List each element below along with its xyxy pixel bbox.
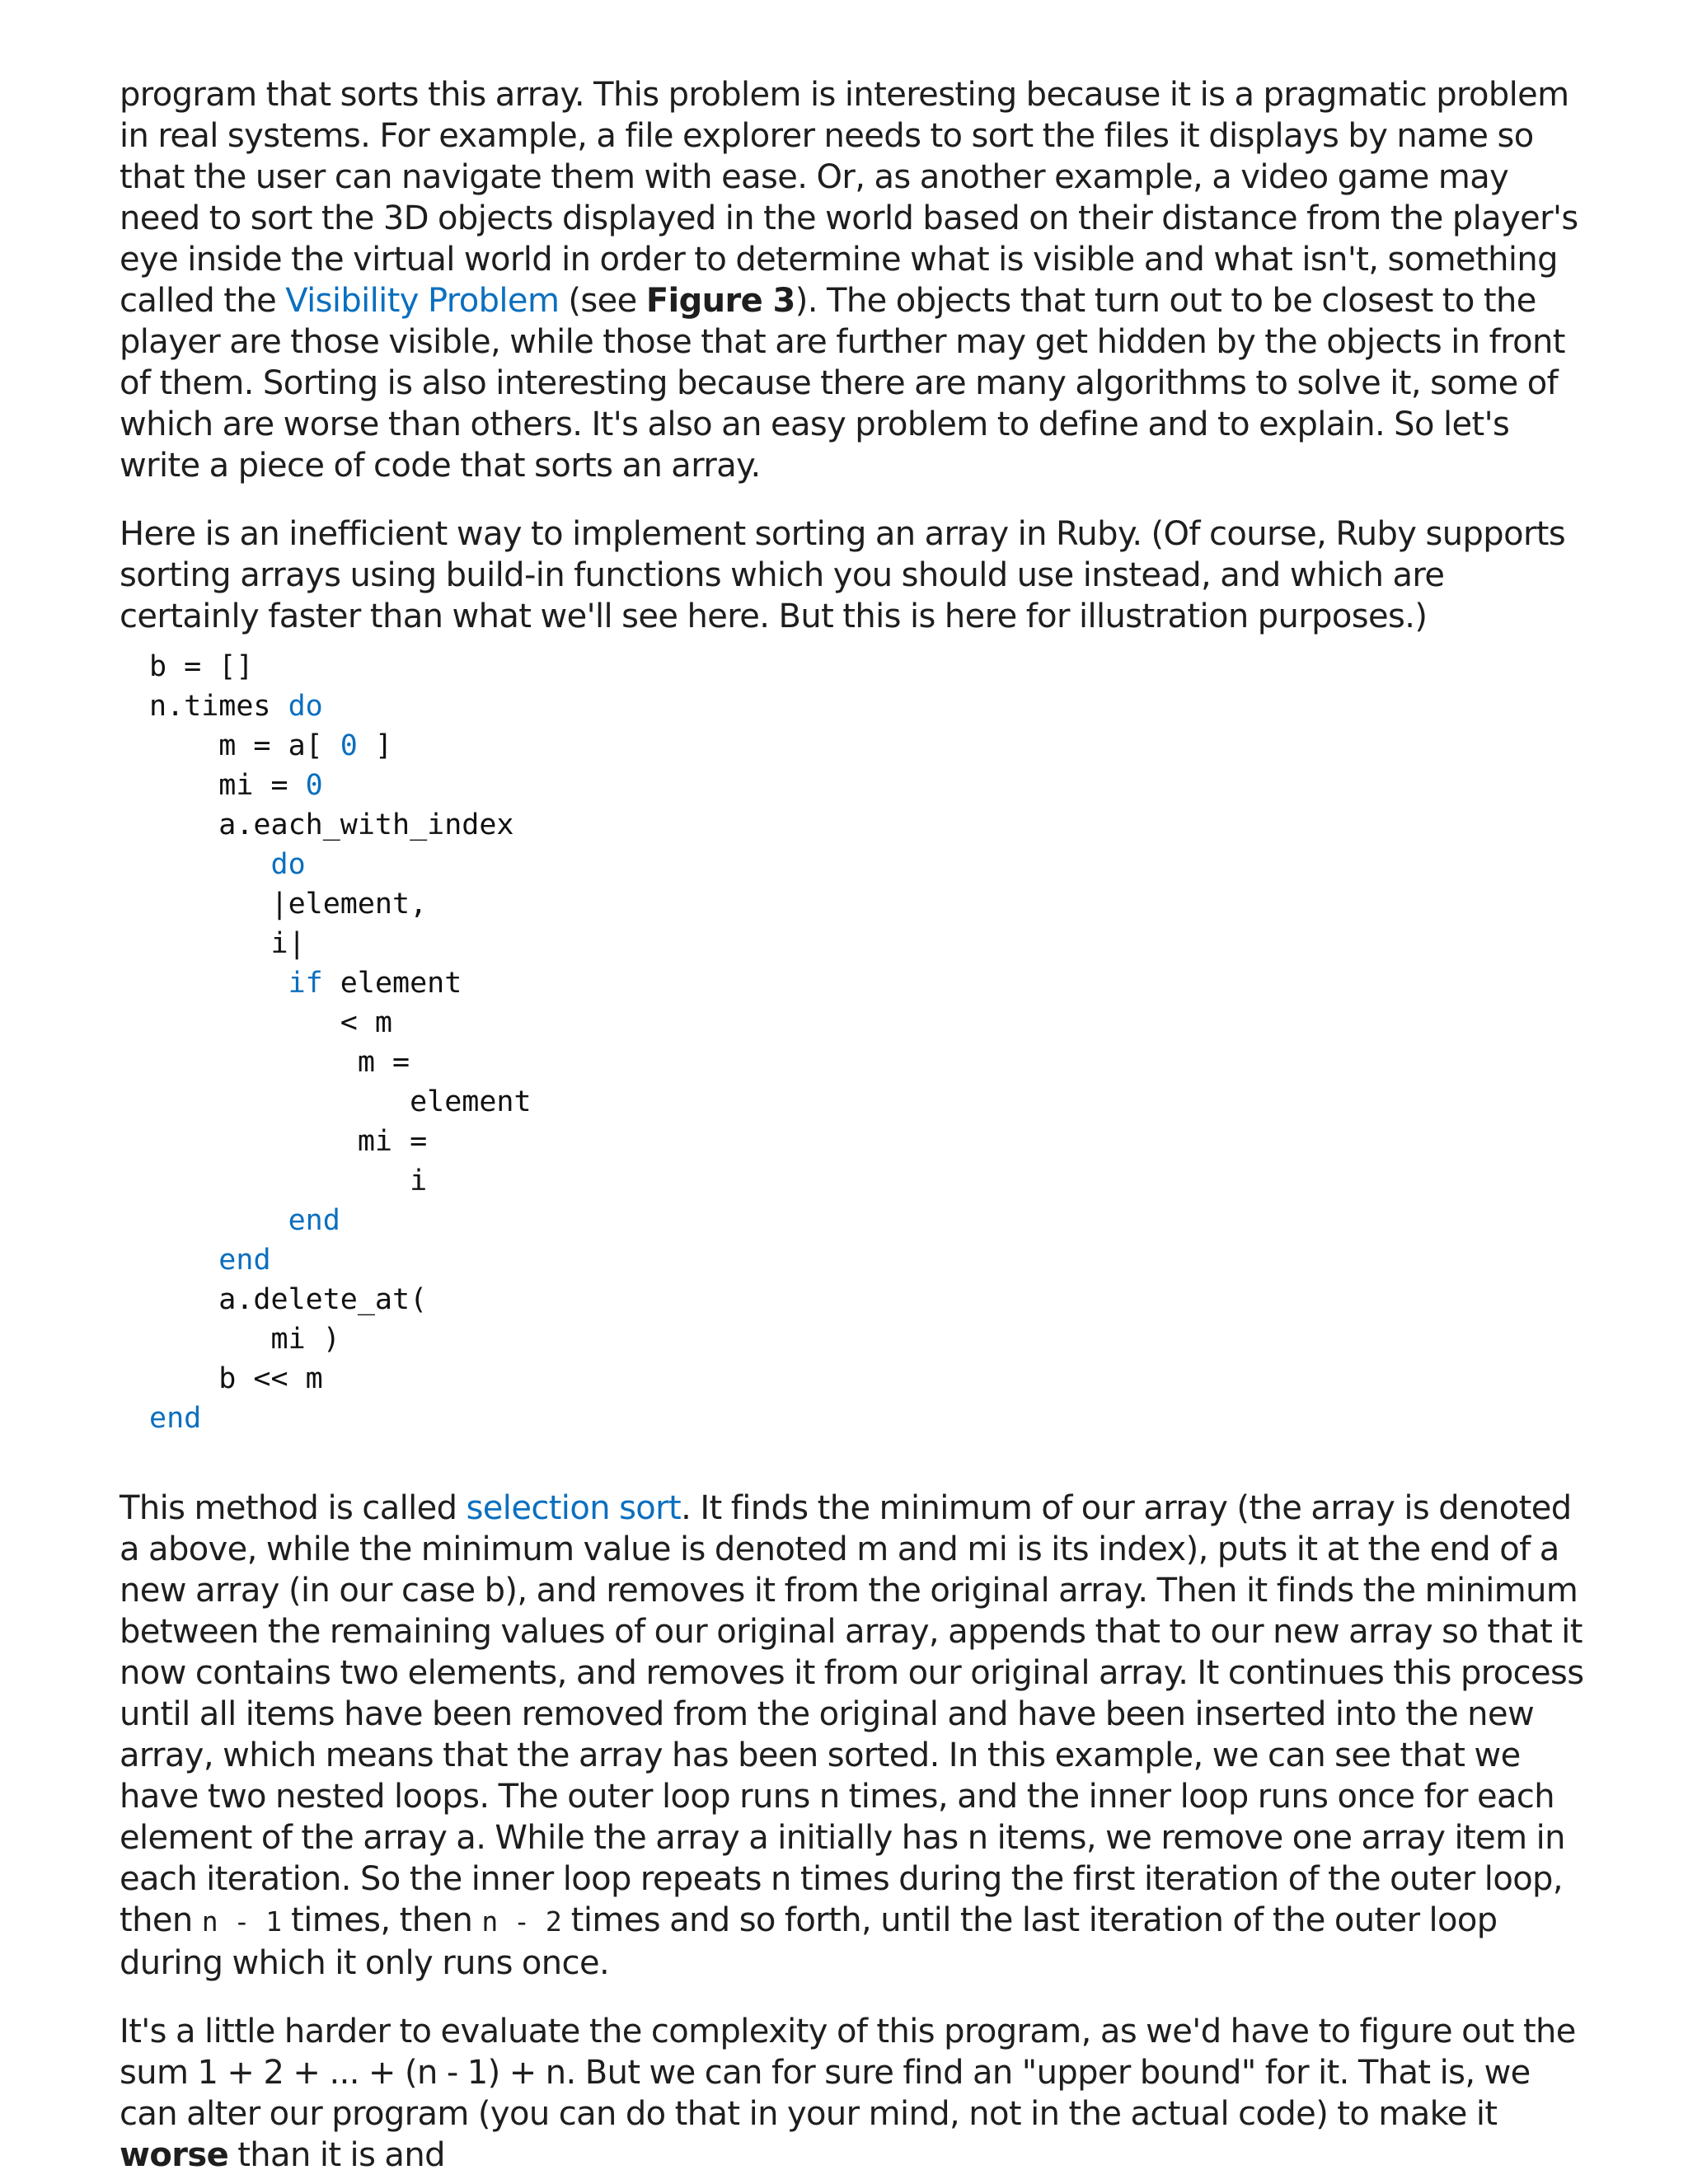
- code-line: do: [270, 848, 306, 881]
- visibility-problem-link[interactable]: Visibility Problem: [285, 282, 560, 320]
- paragraph-text: program that sorts this array. This problem is interesting because it is a pragmatic problem in real systems. For example, a file explorer needs to sort the files it displays by name so that the user can navigate them with ease. Or, as another example, a video game may need to sort the 3D objects displayed in the world based on their distance from the player's eye inside the virtual world in order to determine what is visible and what isn't, something called the: [120, 76, 1578, 320]
- paragraph-text: ). The objects that turn out to be closest to the player are those visible, while those that are further may get hidden by the objects in front of them. Sorting is also interesting because there are many algorithms to solve it, some of which are worse than others. It's also an easy problem to define and to explain. So let's write a piece of code that sorts an array.: [120, 282, 1565, 485]
- code-line: mi =: [149, 1125, 428, 1158]
- code-block-selection-sort: [149, 647, 627, 1438]
- code-line: m = a[ 0 ]: [149, 729, 393, 762]
- paragraph-text: than it is and: [228, 2136, 445, 2174]
- code-line: n.times do: [149, 690, 323, 723]
- paragraph-text: This method is called: [120, 1489, 467, 1527]
- code-line: a.delete_at(: [149, 1283, 428, 1316]
- code-line: m =: [149, 1046, 410, 1079]
- paragraph-text: times, then: [282, 1901, 482, 1939]
- code-line: b = []: [149, 650, 254, 683]
- paragraph-text: It's a little harder to evaluate the complexity of this program, as we'd have to figure out the sum 1 + 2 + ... + (n - 1) + n. But we can for sure find an "upper bound" for it. That is, we can alter our program (you can do that in your mind, not in the actual code) to make it: [120, 2013, 1576, 2133]
- code-line: b << m: [149, 1362, 323, 1395]
- paragraph-text: . It finds the minimum of our array (the array is denoted a above, while the minimum value is denoted m and mi is its index), puts it at the end of a new array (in our case b), and removes it from the original array. Then it finds the minimum between the remaining values of our original array, appends that to our new array so that it now contains two elements, and removes it from our original array. It continues this process until all items have been removed from the original and have been inserted into the new array, which means that the array has been sorted. In this example, we can see that we have two nested loops. The outer loop runs n times, and the inner loop runs once for each element of the array a. While the array a initially has n items, we remove one array item in each iteration. So the inner loop repeats n times during the first iteration of the outer loop, then: [120, 1489, 1584, 1939]
- code-line: element: [149, 1085, 532, 1118]
- paragraph-selection-sort: [120, 1488, 1587, 1984]
- bold-word: worse: [120, 2136, 229, 2174]
- paragraph-text: (see: [559, 282, 646, 320]
- code-line: end: [149, 1402, 202, 1435]
- code-line: < m: [149, 1006, 393, 1039]
- code-line: mi ): [149, 1323, 340, 1356]
- code-line: end: [218, 1244, 271, 1277]
- code-line: end: [288, 1204, 340, 1237]
- paragraph-sorting-intro: [120, 74, 1587, 486]
- paragraph-text: Here is an inefficient way to implement sorting an array in Ruby. (Of course, Ruby supports sorting arrays using build-in functions which you should use instead, and which are certainly faster than what we'll see here. But this is here for illustration purposes.): [120, 515, 1566, 635]
- paragraph-complexity: [120, 2011, 1587, 2176]
- figure-reference: Figure 3: [645, 282, 795, 320]
- code-line: i|: [149, 927, 306, 960]
- inline-code: n - 1: [201, 1905, 283, 1938]
- code-line: mi = 0: [149, 769, 323, 802]
- inline-code: n - 2: [481, 1905, 562, 1938]
- code-line: |element,: [149, 888, 428, 921]
- code-line: if element: [288, 967, 462, 1000]
- paragraph-text: times and so forth, until the last iteration of the outer loop during which it only runs once.: [120, 1901, 1498, 1982]
- code-line: a.each_with_index: [149, 808, 514, 841]
- selection-sort-link[interactable]: selection sort: [466, 1489, 682, 1527]
- paragraph-ruby-intro: [120, 513, 1587, 637]
- code-line: i: [149, 1165, 428, 1197]
